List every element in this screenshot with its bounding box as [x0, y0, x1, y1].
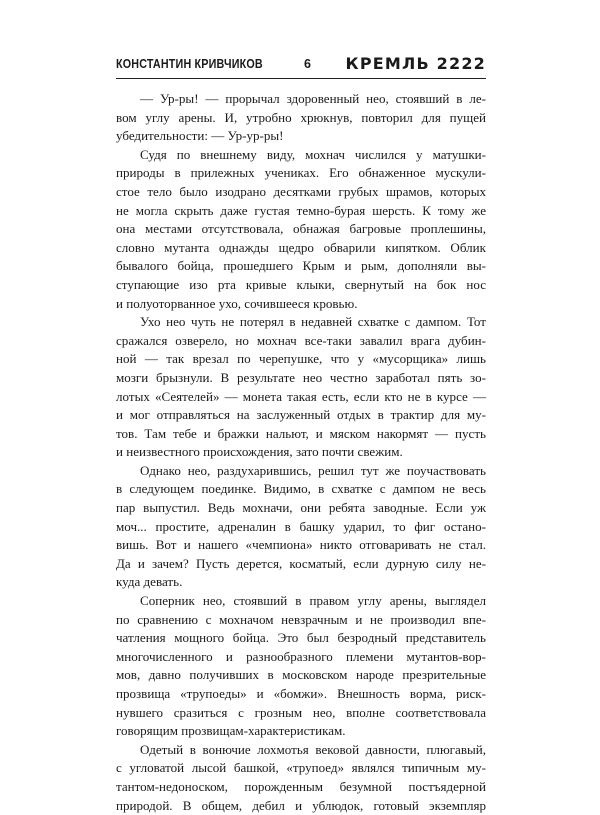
text-line: в следующем поединке. Видимо, в схватке с дампом не весь — [116, 481, 486, 497]
text-line: бывалого бойца, прошедшего Крым и рым, дополняли вы- — [116, 258, 486, 274]
text-line: Одетый в вонючие лохмотья вековой давности, плюгавый, — [140, 741, 486, 757]
text-line: словно мутанта однажды щедро обварили кипятком. Облик — [116, 239, 486, 255]
text-line: с угловатой лысой башкой, «трупоед» являлся типичным му- — [116, 760, 486, 776]
page-number: 6 — [304, 57, 311, 71]
text-line: убедительности: — Ур-ур-ры! — [116, 128, 284, 144]
text-line: чатления мощного бойца. Это был безродный представитель — [116, 630, 486, 646]
text-line: по сравнению с мохначом невзрачным и не производил впе- — [116, 611, 486, 627]
text-line: Однако нео, раздухарившись, решил тут же поучаствовать — [140, 462, 486, 478]
text-line: тов. Там тебе и бражки нальют, и мяском накормят — пусть — [116, 425, 486, 441]
text-line: Да и зачем? Пусть дерется, косматый, если дурную силу не- — [116, 555, 486, 571]
text-line: — Ур-ры! — прорычал здоровенный нео, стоявший в ле- — [140, 91, 486, 106]
text-line: прозвища «трупоеды» и «бомжи». Внешность ворма, риск- — [116, 686, 486, 701]
body-text — [116, 90, 486, 815]
running-head-author: КОНСТАНТИН КРИВЧИКОВ — [116, 57, 263, 71]
text-line: нувшего сразиться с грозным нео, вполне соответствовала — [116, 704, 486, 720]
text-line: сражался озверело, но мохнач все-таки завалил врага дубин- — [116, 332, 486, 348]
paragraph — [116, 313, 486, 462]
paragraph — [116, 462, 486, 592]
text-line: и полуоторванное ухо, сочившееся кровью. — [116, 295, 358, 311]
text-line: моч... простите, адреналин в башку ударил, то фиг остано- — [116, 518, 486, 534]
text-line: пар выпустил. Ведь мохначи, они ребята заводные. Если уж — [116, 500, 486, 516]
paragraph — [116, 592, 486, 741]
text-line: лотых «Сеятелей» — монета такая есть, если кто не в курсе — — [116, 388, 486, 404]
text-line: Ухо нео чуть не потерял в недавней схватке с дампом. Тот — [140, 314, 486, 330]
text-line: Соперник нео, стоявший в правом углу арены, выглядел — [140, 593, 486, 609]
text-line: вишь. Вот и нашего «чемпиона» никто отговаривать не стал. — [116, 537, 486, 553]
paragraph — [116, 741, 486, 815]
text-line: природой. В общем, дебил и ублюдок, готовый экземпляр — [116, 797, 486, 813]
text-line: Судя по внешнему виду, мохнач числился у матушки- — [140, 146, 486, 162]
text-line: мозги брызнули. В результате нео честно заработал пять зо- — [116, 369, 486, 385]
text-line: и неизвестного происхождения, зато почти свежим. — [116, 444, 403, 460]
text-line: многочисленного и разнообразного племени мутантов-вор- — [116, 648, 486, 664]
text-line: ной — так врезал по черепушке, что у «мусорщика» лишь — [116, 351, 486, 367]
text-line: и мог отправляться на заслуженный отдых в трактир для му- — [116, 407, 486, 423]
text-line: ступающие изо рта кривые клыки, свернутый на бок нос — [116, 276, 486, 292]
text-line: стое тело было изодрано десятками грубых шрамов, которых — [116, 183, 486, 199]
text-line: тантом-недоноском, порожденным безумной постъядерной — [116, 778, 486, 794]
text-line: мов, давно получивших в московском народе презрительные — [116, 667, 486, 683]
paragraph — [116, 90, 486, 146]
text-line: природы в прилежных учениках. Его обнаженное мускули- — [116, 165, 486, 181]
paragraph — [116, 146, 486, 313]
text-line: не могла скрыть даже густая темно-бурая шерсть. К тому же — [116, 202, 486, 218]
text-line: вом углу арены. И, утробно хрюкнув, повторил для пущей — [116, 109, 486, 125]
text-line: говорящим прозвищам-характеристикам. — [116, 723, 346, 739]
running-head — [116, 54, 486, 76]
running-head-book-title: КРЕМЛЬ 2222 — [345, 54, 486, 73]
text-line: куда девать. — [116, 574, 183, 590]
text-line: она местами отсутствовала, обнажая багровые проплешины, — [116, 221, 486, 237]
header-rule — [116, 78, 486, 79]
